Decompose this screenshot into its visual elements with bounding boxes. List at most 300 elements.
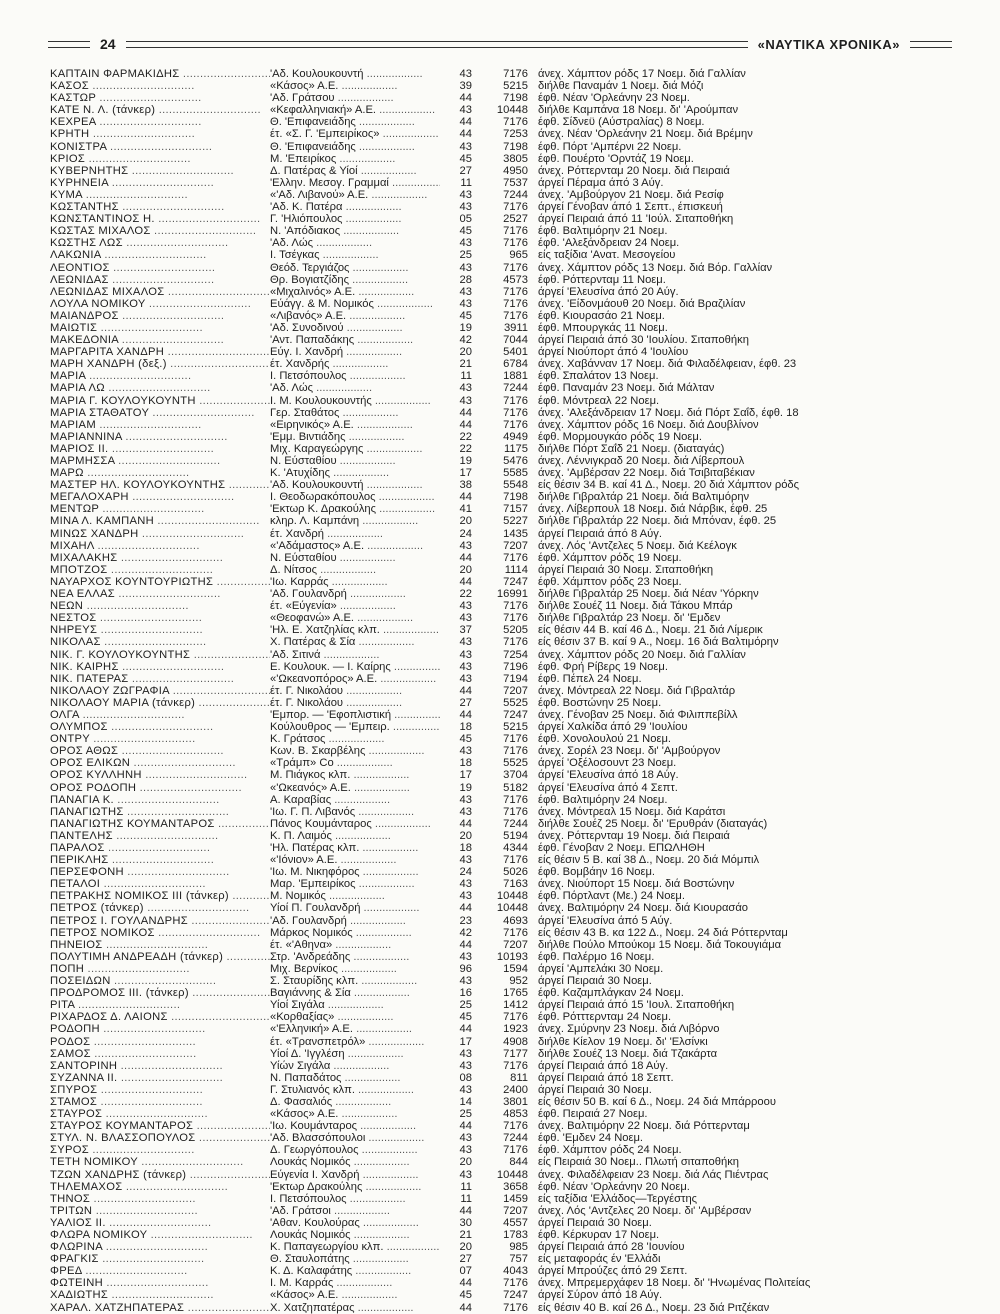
ship-status: έφθ. Χονολουλού 21 Νοεμ. bbox=[538, 733, 671, 746]
tonnage: 7176 bbox=[503, 237, 528, 250]
ship-status: άνεχ. Βαλτιμόρην 24 Νοεμ. διά Κιουρασάο bbox=[538, 902, 749, 915]
owner: Λουκάς Νομικός ..... bbox=[270, 1156, 440, 1168]
owner: Θρ. Βογιατζίδης ..... bbox=[270, 274, 440, 286]
table-row bbox=[50, 1253, 930, 1265]
owner: 'Εμπορ. — 'Εφοπλιστική ..... bbox=[270, 709, 440, 721]
year-built: 44 bbox=[459, 1301, 472, 1314]
table-row bbox=[50, 262, 930, 274]
ship-status: άργεί Πειραιά άπό 28 'Ιουνίου bbox=[538, 1241, 685, 1254]
ship-status: έφθ. Πουέρτο 'Ορντάζ 19 Νοεμ. bbox=[538, 152, 694, 165]
ship-status: είς θέσιν 5 Β. καί 38 Δ., Νοεμ. 20 διά Μόμπιλ bbox=[538, 854, 760, 867]
year-built: 20 bbox=[459, 829, 472, 842]
tonnage: 10448 bbox=[496, 104, 528, 117]
tonnage: 5215 bbox=[503, 80, 528, 93]
tonnage: 7176 bbox=[503, 745, 528, 758]
ship-status: έφθ. Βαλτιμόρην 24 Νοεμ. bbox=[538, 793, 668, 806]
year-built: 19 bbox=[459, 781, 472, 794]
owner: 'Αθαν. Κουλούρας ..... bbox=[270, 1217, 440, 1229]
tonnage: 7196 bbox=[503, 660, 528, 673]
owner: Κων. Β. Σκαρβέλης ..... bbox=[270, 745, 440, 757]
table-row bbox=[50, 128, 930, 140]
ship-status: άργεί 'Ελευσίνα άπό 18 Αύγ. bbox=[538, 769, 679, 782]
ship-status: άνεχ. 'Είδονμάουθ 20 Νοεμ. διά Βραζιλίαν bbox=[538, 297, 746, 310]
tonnage: 4949 bbox=[503, 430, 528, 443]
table-row bbox=[50, 503, 930, 515]
tonnage: 811 bbox=[510, 1071, 528, 1084]
year-built: 44 bbox=[459, 938, 472, 951]
table-row bbox=[50, 588, 930, 600]
table-row bbox=[50, 564, 930, 576]
tonnage: 5182 bbox=[503, 781, 528, 794]
ship-status: έφθ. Μορμουγκάο ρόδς 19 Νοεμ. bbox=[538, 430, 702, 443]
ship-status: άργεί Πειραιά άπό 15 'Ιουλ. Σιταποθήκη bbox=[538, 999, 735, 1012]
owner: Ε. Κουλουκ. — Ι. Καίρης ..... bbox=[270, 661, 440, 673]
table-row bbox=[50, 540, 930, 552]
tonnage: 965 bbox=[509, 249, 528, 262]
year-built: 43 bbox=[459, 648, 472, 661]
tonnage: 3704 bbox=[503, 769, 528, 782]
year-built: 43 bbox=[459, 104, 472, 117]
owner: 'Αδ. Γράτσοι ..... bbox=[270, 1205, 440, 1217]
table-row bbox=[50, 237, 930, 249]
tonnage: 10193 bbox=[496, 950, 528, 963]
table-row bbox=[50, 927, 930, 939]
ship-status: άνεχ. Λός 'Αντζελες 20 Νοεμ. δι' 'Αμβέρσαν bbox=[538, 1204, 752, 1217]
year-built: 43 bbox=[459, 237, 472, 250]
tonnage: 7247 bbox=[503, 575, 528, 588]
ship-name: ΟΡΟΣ ΡΟΔΟΠΗ ..... bbox=[50, 782, 270, 794]
owner: Ν. Εύσταθίου ..... bbox=[270, 455, 440, 467]
year-built: 45 bbox=[459, 309, 472, 322]
ship-status: έφθ. Μπουργκάς 11 Νοεμ. bbox=[538, 321, 668, 334]
table-row bbox=[50, 286, 930, 298]
tonnage: 7244 bbox=[503, 382, 528, 395]
ship-status: άνεχ. Φιλαδέλφειαν 23 Νοεμ. διά Λάς Πιέντρας bbox=[538, 1168, 769, 1181]
tonnage: 1881 bbox=[503, 370, 528, 383]
table-row bbox=[50, 649, 930, 661]
ship-status: έφθ. Σίδνεϋ (Αύστραλίας) 8 Νοεμ. bbox=[538, 116, 705, 129]
table-row bbox=[50, 1169, 930, 1181]
ship-name: ΠΟΠΗ ..... bbox=[50, 963, 270, 975]
owner: Υίοί Π. Γουλανδρή ..... bbox=[270, 902, 440, 914]
tonnage: 7207 bbox=[503, 1204, 528, 1217]
ship-status: άργεί Πειραιά άπό 8 Αύγ. bbox=[538, 527, 662, 540]
ship-status: άργεί Χαλκίδα άπό 29 'Ιουλίου bbox=[538, 721, 688, 734]
ship-name: ΛΟΥΛΑ ΝΟΜΙΚΟΥ ..... bbox=[50, 298, 270, 310]
ship-status: έφθ. Κιουρασάο 21 Νοεμ. bbox=[538, 309, 665, 322]
table-row bbox=[50, 467, 930, 479]
year-built: 44 bbox=[459, 1277, 472, 1290]
ship-status: άνεχ. Χάμπτον ρόδς 13 Νοεμ. διά Βόρ. Γαλλίαν bbox=[538, 261, 773, 274]
ship-status: άργεί Πειραιά άπό 18 Σεπτ. bbox=[538, 1071, 674, 1084]
year-built: 18 bbox=[459, 721, 472, 734]
ship-name: ΚΡΙΟΣ ..... bbox=[50, 153, 270, 165]
ship-name: ΟΡΟΣ ΑΘΩΣ ..... bbox=[50, 745, 270, 757]
owner: 'Ελλην. Μεσογ. Γραμμαί ..... bbox=[270, 177, 440, 189]
tonnage: 7244 bbox=[503, 188, 528, 201]
year-built: 07 bbox=[459, 1265, 472, 1278]
ship-name: ΠΟΣΕΙΔΩΝ ..... bbox=[50, 975, 270, 987]
owner: Εύάγγ. & Μ. Νομικός ..... bbox=[270, 298, 440, 310]
year-built: 21 bbox=[459, 358, 472, 371]
ship-name: ΜΑΡΙΑ ΛΩ ..... bbox=[50, 382, 270, 394]
tonnage: 1459 bbox=[503, 1192, 528, 1205]
year-built: 43 bbox=[459, 382, 472, 395]
table-row bbox=[50, 213, 930, 225]
table-row bbox=[50, 1072, 930, 1084]
tonnage: 1412 bbox=[503, 999, 528, 1012]
table-row bbox=[50, 249, 930, 261]
year-built: 27 bbox=[459, 164, 472, 177]
year-built: 43 bbox=[459, 878, 472, 891]
owner: Α. Καραβίας ..... bbox=[270, 794, 440, 806]
owner: Υίών Σιγάλα ..... bbox=[270, 1060, 440, 1072]
header-rule-right bbox=[910, 41, 952, 48]
year-built: 22 bbox=[459, 442, 472, 455]
owner: έτ. «Εύγενία» ..... bbox=[270, 600, 440, 612]
ship-status: έφθ. Βομβάην 16 Νοεμ. bbox=[538, 866, 656, 879]
ship-status: είς μεταφοράς έν 'Ελλάδι bbox=[538, 1253, 661, 1266]
year-built: 18 bbox=[459, 757, 472, 770]
table-row bbox=[50, 915, 930, 927]
year-built: 44 bbox=[459, 1120, 472, 1133]
tonnage: 5525 bbox=[503, 696, 528, 709]
ship-name: ΠΡΟΔΡΟΜΟΣ ΙΙΙ. (τάνκερ) ..... bbox=[50, 987, 270, 999]
owner: 'Ιω. Μ. Νικηφόρος ..... bbox=[270, 866, 440, 878]
ship-status: έφθ. Πόρτλαντ (Με.) 24 Νοεμ. bbox=[538, 890, 685, 903]
table-row bbox=[50, 1302, 930, 1314]
tonnage: 7176 bbox=[503, 1059, 528, 1072]
year-built: 43 bbox=[459, 890, 472, 903]
year-built: 17 bbox=[459, 467, 472, 480]
owner: Ν. Παπαδάτος ..... bbox=[270, 1072, 440, 1084]
owner: 'Ηλ. Ε. Χατζηλίας κλπ. ..... bbox=[270, 624, 440, 636]
tonnage: 7198 bbox=[503, 92, 528, 105]
owner: Μ. Πιάγκος κλπ. ..... bbox=[270, 769, 440, 781]
owner: «'Αδ. Λιβανού» Α.Ε. ..... bbox=[270, 189, 440, 201]
tonnage: 7176 bbox=[503, 1301, 528, 1314]
ship-name: ΚΑΤΕ Ν. Λ. (τάνκερ) ..... bbox=[50, 104, 270, 116]
tonnage: 7198 bbox=[503, 140, 528, 153]
year-built: 44 bbox=[459, 491, 472, 504]
table-row bbox=[50, 1265, 930, 1277]
ship-name: ΚΑΠΤΑΙΝ ΦΑΡΜΑΚΙΔΗΣ ..... bbox=[50, 68, 270, 80]
owner: Ι. Μ. Καρράς ..... bbox=[270, 1277, 440, 1289]
year-built: 43 bbox=[459, 950, 472, 963]
owner: «'Ωκεανοπόρος» Α.Ε. ..... bbox=[270, 673, 440, 685]
owner: Υίοί Σιγάλα ..... bbox=[270, 999, 440, 1011]
ship-status: είς Πειραιά 30 Νοεμ.. Πλωτή σιταποθήκη bbox=[538, 1156, 740, 1169]
ship-name: ΚΥΒΕΡΝΗΤΗΣ ..... bbox=[50, 165, 270, 177]
tonnage: 7176 bbox=[503, 1277, 528, 1290]
year-built: 43 bbox=[459, 612, 472, 625]
table-row bbox=[50, 334, 930, 346]
ship-name: ΠΕΤΡΑΚΗΣ ΝΟΜΙΚΟΣ ΙΙΙ (τάνκερ) ..... bbox=[50, 890, 270, 902]
tonnage: 1435 bbox=[503, 527, 528, 540]
ship-status: διήλθε Σουέζ 11 Νοεμ. διά Τάκου Μπάρ bbox=[538, 600, 733, 613]
ship-status: διήλθε Καμπάνα 18 Νοεμ. δι' 'Αρούμπαν bbox=[538, 104, 739, 117]
owner: Μ. Νομικός ..... bbox=[270, 890, 440, 902]
tonnage: 7176 bbox=[503, 1144, 528, 1157]
table-row bbox=[50, 769, 930, 781]
owner: «Κάσος» Α.Ε. ..... bbox=[270, 80, 440, 92]
ship-status: άνεχ. Ρόττερνταμ 20 Νοεμ. διά Πειραιά bbox=[538, 164, 730, 177]
ship-name: ΜΙΝΑ Λ. ΚΑΜΠΑΝΗ ..... bbox=[50, 515, 270, 527]
owner: 'Αδ. Λώς ..... bbox=[270, 382, 440, 394]
year-built: 22 bbox=[459, 430, 472, 443]
year-built: 44 bbox=[459, 418, 472, 431]
owner: Μιχ. Βερνίκος ..... bbox=[270, 963, 440, 975]
owner: 'Ιω. Γ. Π. Λιβανός ..... bbox=[270, 806, 440, 818]
table-row bbox=[50, 165, 930, 177]
table-row bbox=[50, 854, 930, 866]
tonnage: 3911 bbox=[503, 321, 528, 334]
tonnage: 7244 bbox=[503, 817, 528, 830]
ship-status: άργεί Νιούπορτ άπό 4 'Ιουλίου bbox=[538, 346, 689, 359]
owner: Θ. 'Επιφανειάδης ..... bbox=[270, 116, 440, 128]
ship-status: έφθ. Πειραιά 27 Νοεμ. bbox=[538, 1108, 648, 1121]
owner: έτ. Χανδρής ..... bbox=[270, 358, 440, 370]
ship-name: ΝΕΣΤΟΣ ..... bbox=[50, 612, 270, 624]
tonnage: 7176 bbox=[503, 612, 528, 625]
tonnage: 3801 bbox=[503, 1095, 528, 1108]
tonnage: 1765 bbox=[503, 987, 528, 1000]
owner: 'Αδ. Βλασσόπουλοι ..... bbox=[270, 1132, 440, 1144]
year-built: 11 bbox=[460, 1192, 472, 1205]
owner: Θεόδ. Τεργιάζος ..... bbox=[270, 262, 440, 274]
ship-name: ΜΑΙΩΤΙΣ ..... bbox=[50, 322, 270, 334]
table-row bbox=[50, 636, 930, 648]
table-row bbox=[50, 1229, 930, 1241]
ship-status: διήλθε Γιβραλτάρ 23 Νοεμ. δι' 'Εμδεν bbox=[538, 612, 721, 625]
ship-name: ΠΕΤΡΟΣ Ι. ΓΟΥΛΑΝΔΡΗΣ ..... bbox=[50, 915, 270, 927]
ship-name: ΦΡΕΔ ..... bbox=[50, 1265, 270, 1277]
ship-name: ΧΑΔΙΩΤΗΣ ..... bbox=[50, 1289, 270, 1301]
ship-name: ΟΛΥΜΠΟΣ ..... bbox=[50, 721, 270, 733]
ship-name: ΣΤΥΛ. Ν. ΒΛΑΣΣΟΠΟΥΛΟΣ ..... bbox=[50, 1132, 270, 1144]
year-built: 43 bbox=[459, 1083, 472, 1096]
tonnage: 844 bbox=[509, 1156, 528, 1169]
table-row bbox=[50, 757, 930, 769]
year-built: 96 bbox=[459, 962, 472, 975]
tonnage: 7537 bbox=[503, 176, 528, 189]
ship-status: άργεί Πειραιά 30 Νοεμ. bbox=[538, 1216, 652, 1229]
ship-name: ΣΠΥΡΟΣ ..... bbox=[50, 1084, 270, 1096]
ship-status: άνεχ. Χάμπτον ρόδς 16 Νοεμ. διά Δουβλίνον bbox=[538, 418, 759, 431]
table-row bbox=[50, 818, 930, 830]
table-row bbox=[50, 1096, 930, 1108]
year-built: 27 bbox=[459, 696, 472, 709]
ship-name: ΜΑΡΗ ΧΑΝΔΡΗ (δεξ.) ..... bbox=[50, 358, 270, 370]
tonnage: 5525 bbox=[503, 757, 528, 770]
year-built: 43 bbox=[459, 68, 472, 80]
owner: Κ. Π. Λαιμός ..... bbox=[270, 830, 440, 842]
year-built: 19 bbox=[459, 321, 472, 334]
year-built: 22 bbox=[459, 588, 472, 601]
table-row bbox=[50, 189, 930, 201]
year-built: 45 bbox=[459, 225, 472, 238]
table-row bbox=[50, 298, 930, 310]
ship-name: ΝΑΥΑΡΧΟΣ ΚΟΥΝΤΟΥΡΙΩΤΗΣ ..... bbox=[50, 576, 270, 588]
ship-status: έφθ. Ρότττερνταμ 24 Νοεμ. bbox=[538, 1011, 672, 1024]
ship-name: ΝΙΚΟΛΑΟΥ ΖΩΓΡΑΦΙΑ ..... bbox=[50, 685, 270, 697]
ship-name: ΜΑΡΙΑ Γ. ΚΟΥΛΟΥΚΟΥΝΤΗ ..... bbox=[50, 395, 270, 407]
year-built: 43 bbox=[459, 297, 472, 310]
year-built: 24 bbox=[459, 527, 472, 540]
table-row bbox=[50, 1036, 930, 1048]
ship-status: άργεί Πέραμα άπό 3 Αύγ. bbox=[538, 176, 664, 189]
ship-status: έφθ. Χάμπτον ρόδς 23 Νοεμ. bbox=[538, 575, 682, 588]
owner: Πάνος Κουμάνταρος ..... bbox=[270, 818, 440, 830]
owner: 'Αδ. Λώς ..... bbox=[270, 237, 440, 249]
journal-title: «ΝΑΥΤΙΚΑ ΧΡΟΝΙΚΑ» bbox=[757, 36, 900, 52]
year-built: 21 bbox=[459, 1229, 472, 1241]
owner: «'Αδάμαστος» Α.Ε. ..... bbox=[270, 540, 440, 552]
ship-status: είς θέσιν 44 Β. καί 46 Δ., Νοεμ. 21 διά Λίμερικ bbox=[538, 624, 763, 637]
ship-name: ΠΑΝΑΓΙΩΤΗΣ ΚΟΥΜΑΝΤΑΡΟΣ ..... bbox=[50, 818, 270, 830]
tonnage: 7254 bbox=[503, 648, 528, 661]
ship-status: άργεί Πειραιά άπό 18 Αύγ. bbox=[538, 1059, 669, 1072]
tonnage: 7244 bbox=[503, 1132, 528, 1145]
ship-status: έφθ. Καζαμπλάγκαν 24 Νοεμ. bbox=[538, 987, 684, 1000]
year-built: 43 bbox=[459, 672, 472, 685]
ship-name: ΚΑΣΤΩΡ ..... bbox=[50, 92, 270, 104]
table-row bbox=[50, 419, 930, 431]
table-row bbox=[50, 274, 930, 286]
ship-name: ΜΑΡΙΑΜ ..... bbox=[50, 419, 270, 431]
owner: Ι. Πετσόπουλος ..... bbox=[270, 370, 440, 382]
owner: «Κεφαλληνιακή» Α.Ε. ..... bbox=[270, 104, 440, 116]
table-row bbox=[50, 1132, 930, 1144]
owner: Ν. 'Απόδιακος ..... bbox=[270, 225, 440, 237]
ship-status: διήλθε Σουέζ 13 Νοεμ. διά Τζακάρτα bbox=[538, 1047, 718, 1060]
ship-status: άργεί Πειραιά 30 Νοεμ. Σιταποθήκη bbox=[538, 563, 714, 576]
owner: «'Ιόνιον» Α.Ε. ..... bbox=[270, 854, 440, 866]
ship-name: ΜΑΣΤΕΡ ΗΛ. ΚΟΥΛΟΥΚΟΥΝΤΗΣ ..... bbox=[50, 479, 270, 491]
ship-status: διήλθε Πόρτ Σαΐδ 21 Νοεμ. (διαταγάς) bbox=[538, 442, 725, 455]
tonnage: 7044 bbox=[503, 334, 528, 347]
ship-name: ΜΑΡΙΑ ΣΤΑΘΑΤΟΥ ..... bbox=[50, 407, 270, 419]
ship-movements-table bbox=[50, 68, 930, 1314]
year-built: 44 bbox=[459, 128, 472, 141]
year-built: 45 bbox=[459, 1289, 472, 1302]
ship-name: ΣΑΝΤΟΡΙΝΗ ..... bbox=[50, 1060, 270, 1072]
ship-name: ΛΑΚΩΝΙΑ ..... bbox=[50, 249, 270, 261]
ship-name: ΧΑΡΑΛ. ΧΑΤΖΗΠΑΤΕΡΑΣ ..... bbox=[50, 1302, 270, 1314]
ship-name: ΠΑΡΑΛΟΣ ..... bbox=[50, 842, 270, 854]
ship-name: ΣΑΜΟΣ ..... bbox=[50, 1048, 270, 1060]
owner: Ι. Πετσόπουλος ..... bbox=[270, 1193, 440, 1205]
ship-status: διήλθε Πούλο Μπούκομ 15 Νοεμ. διά Τοκουγιάμα bbox=[538, 938, 782, 951]
ship-status: διήλθε Σουέζ 25 Νοεμ. δι' 'Ερυθράν (διαταγάς) bbox=[538, 817, 768, 830]
year-built: 20 bbox=[459, 515, 472, 528]
table-row bbox=[50, 576, 930, 588]
owner: 'Αδ. Συνοδινού ..... bbox=[270, 322, 440, 334]
tonnage: 7176 bbox=[503, 309, 528, 322]
ship-name: ΝΕΩΝ ..... bbox=[50, 600, 270, 612]
ship-name: ΣΤΑΜΟΣ ..... bbox=[50, 1096, 270, 1108]
table-row bbox=[50, 999, 930, 1011]
year-built: 44 bbox=[459, 817, 472, 830]
ship-status: άργεί Σύρον άπό 18 Αύγ. bbox=[538, 1289, 663, 1302]
ship-name: ΣΥΡΟΣ ..... bbox=[50, 1144, 270, 1156]
table-row bbox=[50, 358, 930, 370]
ship-status: άνεχ. Ρόττερνταμ 19 Νοεμ. διά Πειραιά bbox=[538, 829, 730, 842]
tonnage: 7176 bbox=[503, 225, 528, 238]
ship-status: άνεχ. Χάμπτον ρόδς 20 Νοεμ. διά Γαλλίαν bbox=[538, 648, 746, 661]
table-row bbox=[50, 685, 930, 697]
ship-name: ΜΙΝΩΣ ΧΑΝΔΡΗ ..... bbox=[50, 528, 270, 540]
ship-name: ΜΑΡΜΗΣΣΑ ..... bbox=[50, 455, 270, 467]
tonnage: 7194 bbox=[503, 672, 528, 685]
tonnage: 10448 bbox=[496, 1168, 528, 1181]
tonnage: 7176 bbox=[503, 285, 528, 298]
ship-status: έφθ. Μόντρεαλ 22 Νοεμ. bbox=[538, 394, 660, 407]
tonnage: 6784 bbox=[503, 358, 528, 371]
ship-status: έφθ. Κέρκυραν 17 Νοεμ. bbox=[538, 1229, 660, 1241]
ship-name: ΠΑΝΤΕΛΗΣ ..... bbox=[50, 830, 270, 842]
table-row bbox=[50, 153, 930, 165]
ship-status: άργεί Πειραιά άπό 30 'Ιουλίου. Σιταποθήκη bbox=[538, 334, 749, 347]
owner: «Λιβανός» Α.Ε. ..... bbox=[270, 310, 440, 322]
owner: Λουκάς Νομικός ..... bbox=[270, 1229, 440, 1241]
ship-status: έφθ. Γένοβαν 2 Νοεμ. ΕΠΩΛΗΘΗ bbox=[538, 842, 705, 854]
tonnage: 7176 bbox=[503, 600, 528, 613]
tonnage: 10448 bbox=[496, 890, 528, 903]
year-built: 43 bbox=[459, 140, 472, 153]
ship-name: ΣΤΑΥΡΟΣ ..... bbox=[50, 1108, 270, 1120]
ship-name: ΜΑΡΩ ..... bbox=[50, 467, 270, 479]
ship-name: ΟΝΤΡΥ ..... bbox=[50, 733, 270, 745]
year-built: 08 bbox=[459, 1071, 472, 1084]
ship-name: ΚΩΣΤΑΝΤΗΣ ..... bbox=[50, 201, 270, 213]
owner: «Τράμπ» Co ..... bbox=[270, 757, 440, 769]
owner: Μ. 'Επειρίκος ..... bbox=[270, 153, 440, 165]
tonnage: 7176 bbox=[503, 418, 528, 431]
year-built: 25 bbox=[459, 999, 472, 1012]
table-row bbox=[50, 1011, 930, 1023]
ship-status: άργεί Πειραιά άπό 11 'Ιούλ. Σιταποθήκη bbox=[538, 213, 734, 226]
owner: Μάρκος Νομικός ..... bbox=[270, 927, 440, 939]
page-header bbox=[48, 34, 952, 54]
table-row bbox=[50, 515, 930, 527]
ship-status: άνεχ. 'Αλεξάνδρειαν 17 Νοεμ. διά Πόρτ Σαΐδ, έφθ. 18 bbox=[538, 406, 799, 419]
owner: «Κάσος» Α.Ε. ..... bbox=[270, 1108, 440, 1120]
table-row bbox=[50, 782, 930, 794]
ship-status: έφθ. 'Εμδεν 24 Νοεμ. bbox=[538, 1132, 644, 1145]
ship-name: ΟΛΓΑ ..... bbox=[50, 709, 270, 721]
ship-name: ΛΕΟΝΤΙΟΣ ..... bbox=[50, 262, 270, 274]
ship-name: ΜΑΡΓΑΡΙΤΑ ΧΑΝΔΡΗ ..... bbox=[50, 346, 270, 358]
owner: Θ. Σταυλοπάτης ..... bbox=[270, 1253, 440, 1265]
owner: Κ. 'Ατυχίδης ..... bbox=[270, 467, 440, 479]
tonnage: 7176 bbox=[503, 926, 528, 939]
tonnage: 7176 bbox=[503, 636, 528, 649]
owner: Δ. Πατέρας & Υίοί ..... bbox=[270, 165, 440, 177]
table-row bbox=[50, 1277, 930, 1289]
page-number: 24 bbox=[100, 36, 116, 52]
year-built: 44 bbox=[459, 708, 472, 721]
tonnage: 7176 bbox=[503, 1120, 528, 1133]
owner: Εύγενία Ι. Χανδρή ..... bbox=[270, 1169, 440, 1181]
table-row bbox=[50, 866, 930, 878]
tonnage: 5194 bbox=[503, 829, 528, 842]
table-row bbox=[50, 902, 930, 914]
ship-status: άνεχ. Βαλτιμόρην 22 Νοεμ. διά Ρόττερνταμ bbox=[538, 1120, 750, 1133]
ship-name: ΠΗΝΕΙΟΣ ..... bbox=[50, 939, 270, 951]
ship-name: ΦΩΤΕΙΝΗ ..... bbox=[50, 1277, 270, 1289]
table-row bbox=[50, 661, 930, 673]
